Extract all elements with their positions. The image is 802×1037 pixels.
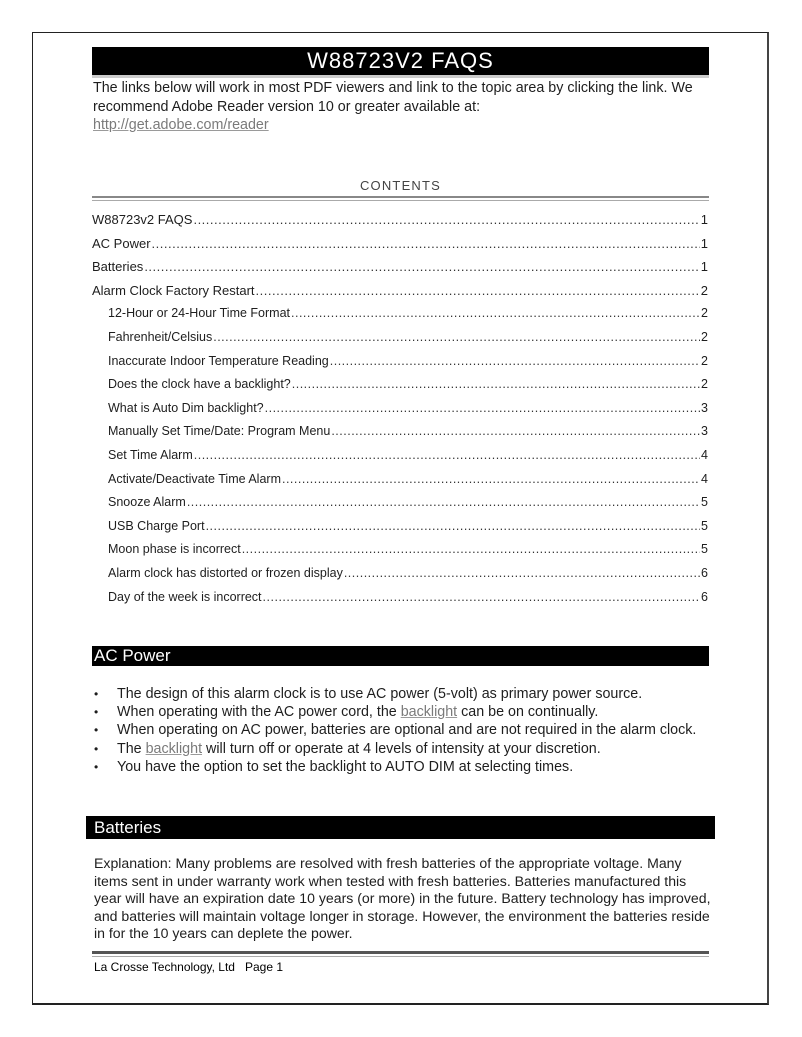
toc-leader-dots [144, 259, 699, 274]
ac-power-heading: AC Power [92, 646, 709, 666]
toc-leader-dots [263, 590, 701, 604]
toc-leader-dots [344, 566, 700, 580]
toc-subentry[interactable] [92, 590, 708, 614]
bullet-icon: • [94, 741, 99, 756]
toc-entry-title: Fahrenheit/Celsius [108, 329, 213, 344]
toc-entry-title: Inaccurate Indoor Temperature Reading [108, 353, 329, 368]
toc-entry-title: Day of the week is incorrect [108, 589, 262, 604]
bullet-icon: • [94, 759, 99, 774]
bullet-text: can be on continually. [457, 704, 599, 721]
toc-entry-page: 1 [700, 212, 708, 227]
toc-entry-title: Moon phase is incorrect [108, 542, 241, 557]
toc-entry[interactable] [92, 212, 708, 236]
batteries-heading: Batteries [86, 816, 715, 839]
toc-subentry[interactable] [92, 424, 708, 448]
toc-entry-title: Activate/Deactivate Time Alarm [108, 471, 281, 486]
toc-entry-page: 5 [701, 518, 708, 533]
toc-subentry[interactable] [92, 354, 708, 378]
bullet-text: When operating on AC power, batteries are optional and are not required in the alarm clock. [117, 722, 697, 739]
bullet-item [93, 703, 708, 721]
toc-entry-title: 12-Hour or 24-Hour Time Format [108, 306, 291, 321]
toc-entry-page: 2 [701, 306, 708, 321]
toc-leader-dots [256, 283, 700, 298]
footer-divider [92, 951, 709, 957]
toc-leader-dots [242, 542, 700, 556]
toc-entry-page: 1 [700, 235, 708, 251]
toc-entry-title: Batteries [92, 259, 144, 275]
toc-entry-page: 5 [701, 495, 708, 510]
toc-leader-dots [331, 424, 700, 438]
bullet-text: The [117, 740, 146, 757]
toc-subentry[interactable] [92, 306, 708, 330]
batteries-paragraph: Explanation: Many problems are resolved with fresh batteries of the appropriate voltage. Many items sent in under warranty work when tested with fresh batteries. Batteries manufactured this year will have an expiration date 10 years (or more) in the future. Battery technology has improved, and batteries will maintain voltage longer in storage. However, the environment the batteries reside in for the 10 years can deplete the power. [94, 855, 711, 942]
toc-leader-dots [194, 448, 700, 462]
bullet-text: will turn off or operate at 4 levels of intensity at your discretion. [202, 740, 601, 757]
toc-subentry[interactable] [92, 566, 708, 590]
toc-leader-dots [206, 519, 700, 533]
toc-entry-page: 4 [701, 447, 708, 462]
adobe-reader-link[interactable]: http://get.adobe.com/reader [93, 117, 269, 133]
toc-entry-title: What is Auto Dim backlight? [108, 400, 264, 415]
intro-text: The links below will work in most PDF viewers and link to the topic area by clicking the link. We recommend Adobe Reader version 10 or greater available at: [93, 80, 693, 115]
toc-leader-dots [213, 330, 700, 344]
toc-entry-title: Snooze Alarm [108, 495, 186, 510]
toc-entry-title: Manually Set Time/Date: Program Menu [108, 424, 331, 439]
document-title: W88723V2 FAQS [92, 47, 709, 78]
toc-leader-dots [187, 495, 700, 509]
toc-entry-page: 5 [701, 542, 708, 557]
intro-paragraph [93, 79, 709, 135]
table-of-contents [92, 212, 708, 613]
toc-subentry[interactable] [92, 519, 708, 543]
toc-subentry[interactable] [92, 377, 708, 401]
toc-leader-dots [292, 377, 700, 391]
bullet-item [93, 740, 708, 758]
toc-entry[interactable] [92, 259, 708, 283]
toc-leader-dots [330, 354, 700, 368]
toc-entry-page: 1 [700, 259, 708, 275]
toc-entry-page: 4 [701, 471, 708, 486]
ac-power-bullet-list [93, 685, 708, 776]
toc-subentry[interactable] [92, 472, 708, 496]
toc-entry-page: 2 [701, 329, 708, 344]
toc-leader-dots [291, 306, 700, 320]
footer-page-number: Page 1 [245, 960, 284, 974]
toc-entry[interactable] [92, 236, 708, 260]
toc-entry-title: W88723v2 FAQS [92, 212, 193, 227]
toc-entry-page: 6 [701, 565, 708, 580]
backlight-link[interactable]: backlight [145, 740, 203, 757]
page-footer [94, 960, 283, 974]
bullet-item [93, 685, 708, 703]
toc-entry-page: 3 [701, 400, 708, 415]
toc-leader-dots [193, 212, 699, 227]
bullet-item [93, 721, 708, 739]
toc-entry-page: 6 [701, 589, 708, 604]
footer-company: La Crosse Technology, Ltd [94, 960, 235, 974]
toc-entry-title: Alarm clock has distorted or frozen display [108, 565, 343, 580]
contents-divider [92, 196, 709, 201]
toc-subentry[interactable] [92, 401, 708, 425]
toc-entry-title: Set Time Alarm [108, 447, 193, 462]
bullet-text: You have the option to set the backlight to AUTO DIM at selecting times. [117, 758, 574, 775]
bullet-text: When operating with the AC power cord, the [117, 704, 401, 721]
toc-entry-title: AC Power [92, 235, 151, 251]
toc-leader-dots [152, 236, 700, 251]
toc-entry-page: 2 [700, 282, 708, 298]
toc-entry[interactable] [92, 283, 708, 307]
toc-entry-page: 2 [701, 353, 708, 368]
toc-subentry[interactable] [92, 542, 708, 566]
toc-leader-dots [282, 472, 700, 486]
toc-entry-title: USB Charge Port [108, 518, 205, 533]
contents-heading: CONTENTS [359, 178, 442, 193]
bullet-icon: • [94, 705, 99, 720]
bullet-item [93, 758, 708, 776]
toc-entry-page: 2 [701, 377, 708, 392]
bullet-icon: • [94, 723, 99, 738]
bullet-icon: • [94, 687, 99, 701]
toc-entry-title: Does the clock have a backlight? [108, 377, 291, 392]
toc-entry-title: Alarm Clock Factory Restart [92, 282, 255, 298]
toc-subentry[interactable] [92, 330, 708, 354]
toc-subentry[interactable] [92, 495, 708, 519]
toc-entry-page: 3 [701, 424, 708, 439]
bullet-text: The design of this alarm clock is to use AC power (5-volt) as primary power source. [117, 686, 643, 702]
backlight-link[interactable]: backlight [400, 704, 458, 721]
toc-leader-dots [265, 401, 700, 415]
toc-subentry[interactable] [92, 448, 708, 472]
